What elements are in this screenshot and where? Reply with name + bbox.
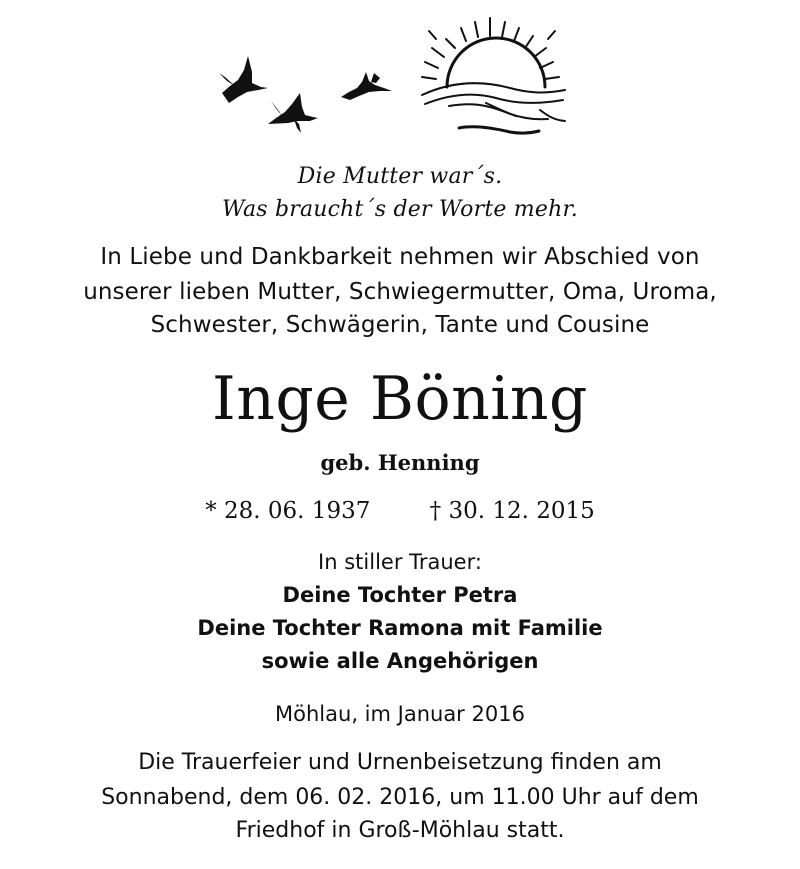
mourner-line: Deine Tochter Ramona mit Familie <box>197 616 603 640</box>
deceased-name: Inge Böning <box>212 364 588 434</box>
motto-line: Was braucht´s der Worte mehr. <box>222 197 578 222</box>
place-date: Möhlau, im Januar 2016 <box>275 702 525 726</box>
ceremony-line: Sonnabend, dem 06. 02. 2016, um 11.00 Uhr auf dem <box>101 785 699 810</box>
mourner-line: sowie alle Angehörigen <box>261 649 539 673</box>
header-illustration <box>0 0 800 150</box>
crane-bird-icon <box>268 93 318 133</box>
intro-line: Schwester, Schwägerin, Tante und Cousine <box>150 312 650 338</box>
life-dates <box>0 498 800 524</box>
ceremony-line: Friedhof in Groß-Möhlau statt. <box>235 818 565 843</box>
intro-line: unserer lieben Mutter, Schwiegermutter, Oma, Uroma, <box>83 279 717 305</box>
death-date: † 30. 12. 2015 <box>429 498 595 524</box>
crane-bird-icon <box>341 72 392 100</box>
birth-date: * 28. 06. 1937 <box>205 498 371 524</box>
crane-bird-icon <box>219 56 268 103</box>
intro-line: In Liebe und Dankbarkeit nehmen wir Abschied von <box>100 244 700 270</box>
maiden-name: geb. Henning <box>320 450 480 475</box>
sunrise-icon <box>422 18 565 133</box>
ceremony-line: Die Trauerfeier und Urnenbeisetzung finden am <box>138 750 662 775</box>
mourning-label: In stiller Trauer: <box>318 550 482 574</box>
mourner-line: Deine Tochter Petra <box>282 583 518 607</box>
motto-line: Die Mutter war´s. <box>297 164 503 189</box>
